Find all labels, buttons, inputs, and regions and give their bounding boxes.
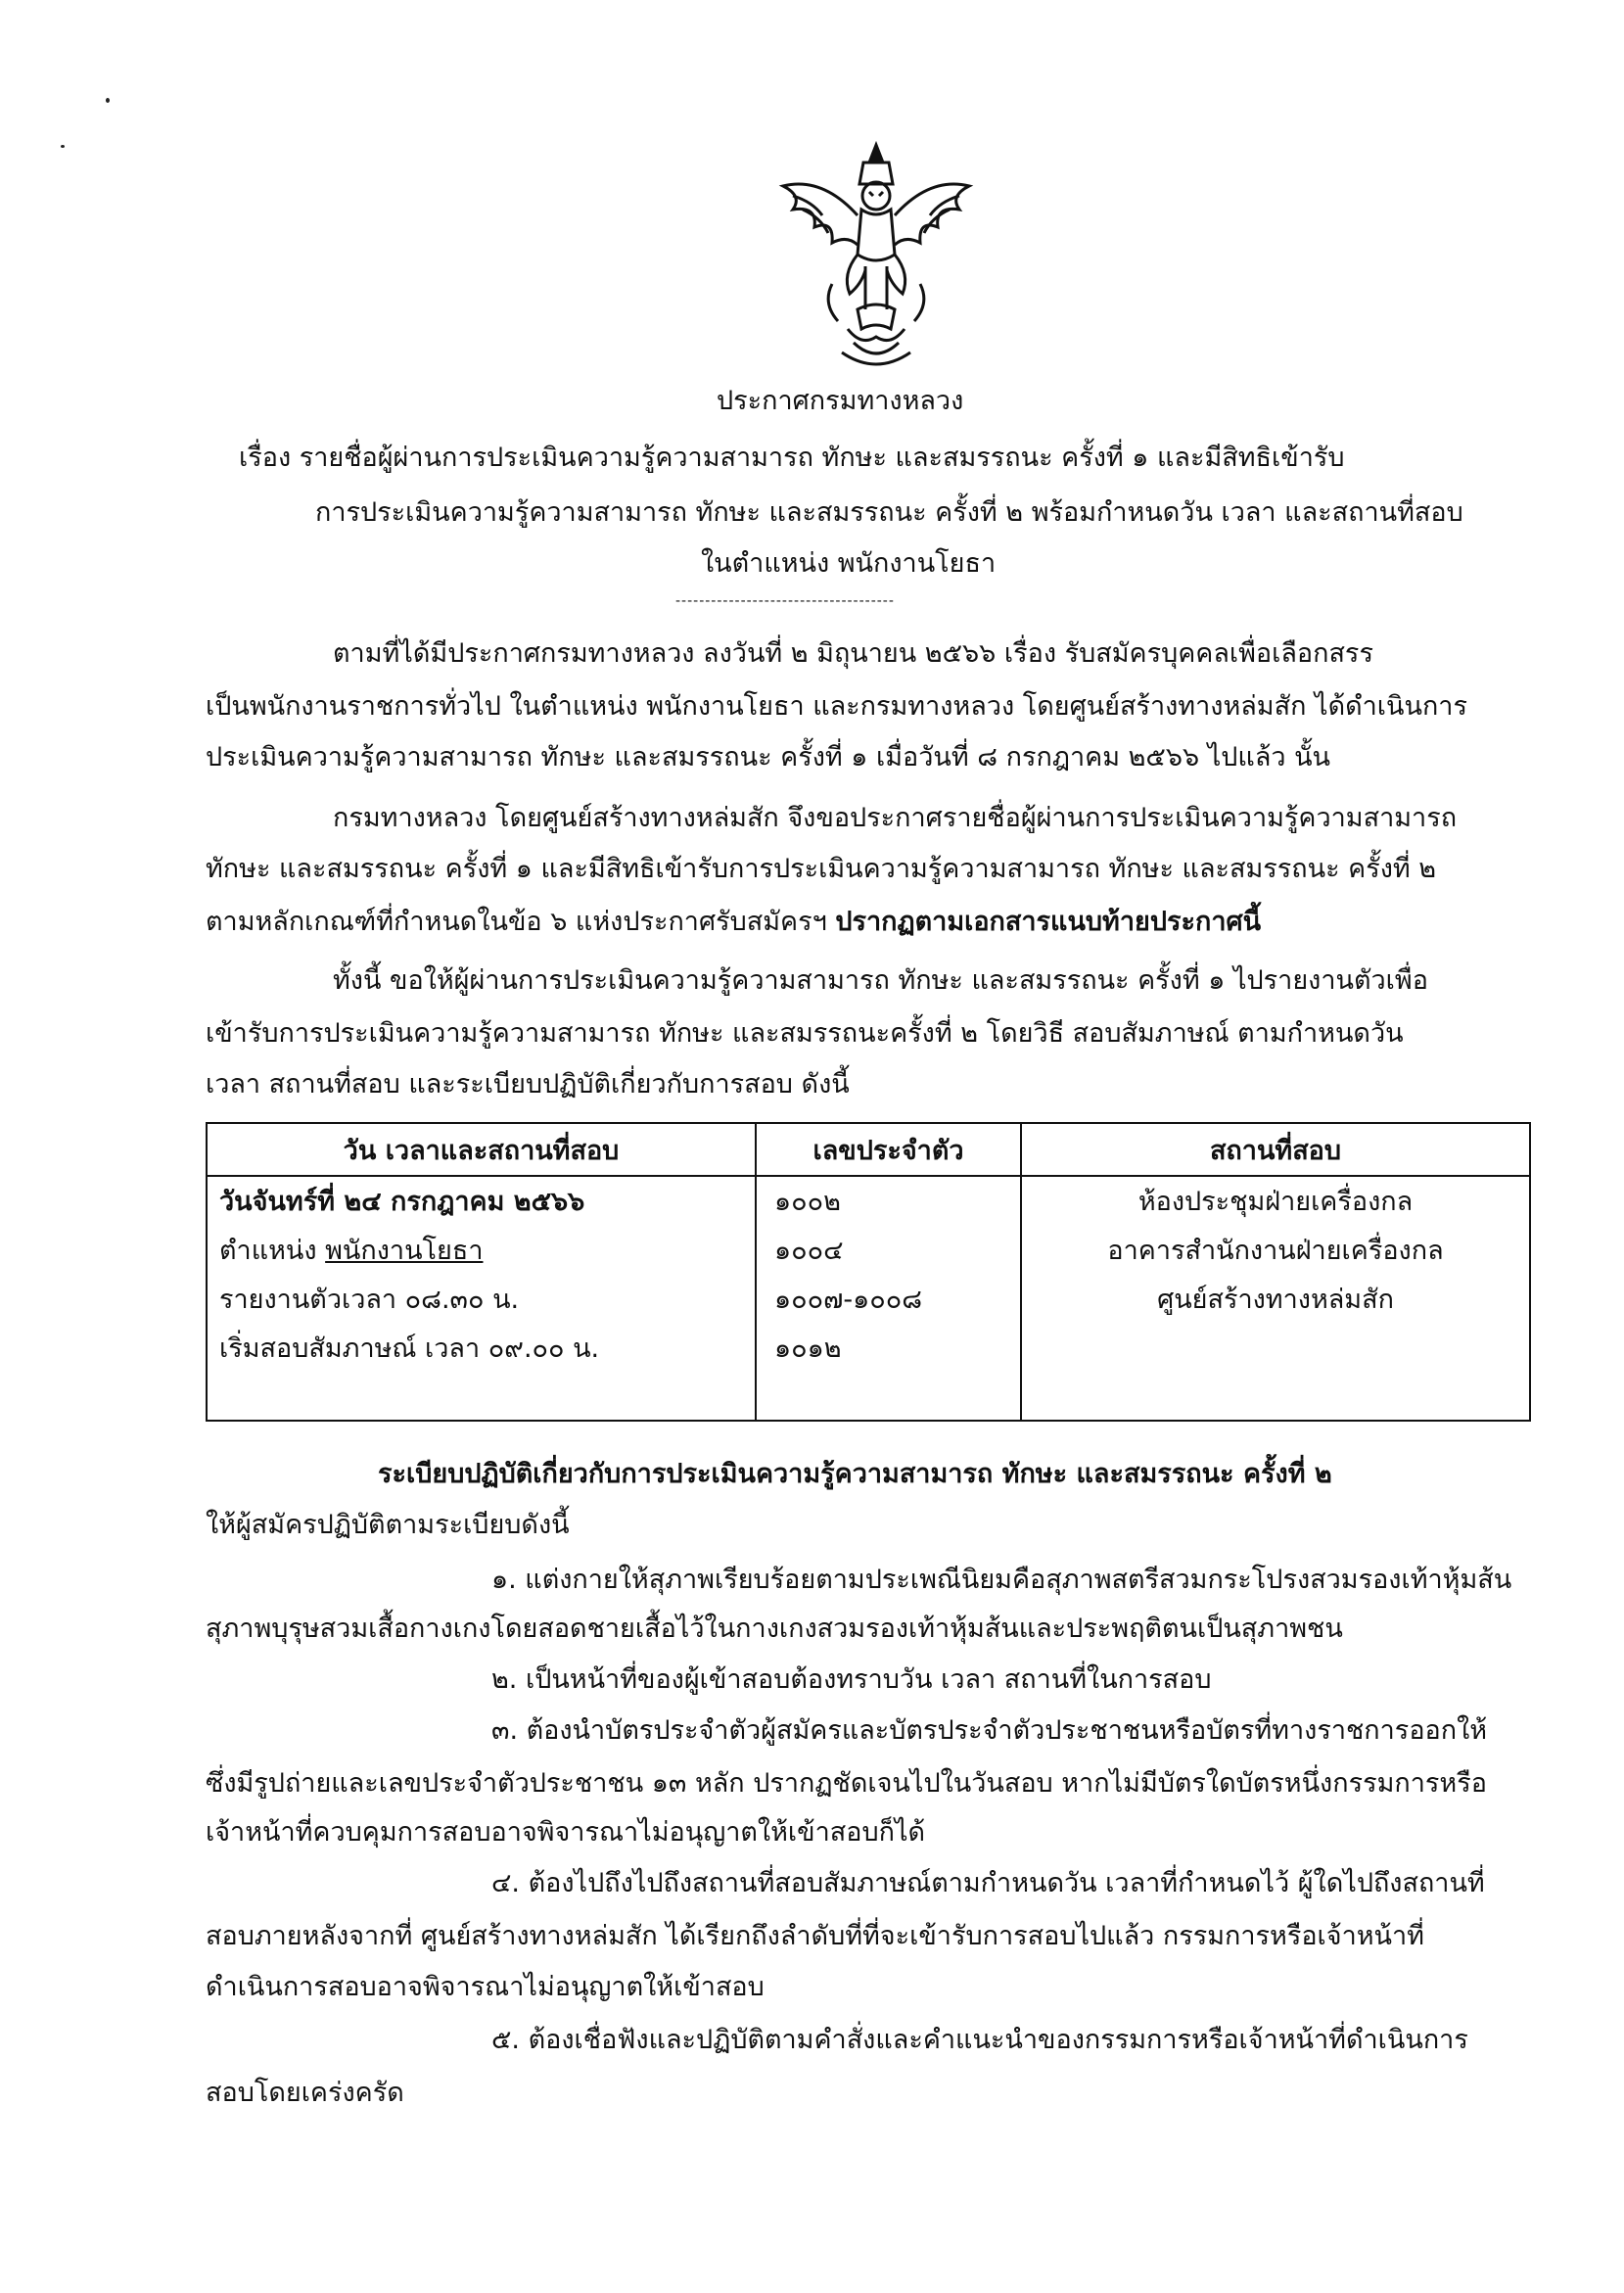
rule-3-line-2: ซึ่งมีรูปถ่ายและเลขประจำตัวประชาชน ๑๓ หลัก ปรากฏชัดเจนไปในวันสอบ หากไม่มีบัตรใดบัตรหนึ่งกรรมการหรือ bbox=[206, 1768, 1487, 1799]
paragraph-2-line-1: กรมทางหลวง โดยศูนย์สร้างทางหล่มสัก จึงขอประกาศรายชื่อผู้ผ่านการประเมินความรู้ความสามารถ bbox=[333, 803, 1458, 833]
paragraph-2-criteria: ตามหลักเกณฑ์ที่กำหนดในข้อ ๖ แห่งประกาศรับสมัครฯ bbox=[206, 907, 836, 937]
rule-5-line-2: สอบโดยเคร่งครัด bbox=[206, 2078, 404, 2108]
table-row bbox=[207, 1176, 1530, 1421]
header-org: ประกาศกรมทางหลวง bbox=[717, 386, 964, 416]
paragraph-1-line-3: ประเมินความรู้ความสามารถ ทักษะ และสมรรถนะ ครั้งที่ ๑ เมื่อวันที่ ๘ กรกฎาคม ๒๕๖๖ ไปแล้ว นั้น bbox=[206, 742, 1331, 772]
paragraph-3-line-2: เข้ารับการประเมินความรู้ความสามารถ ทักษะ และสมรรถนะครั้งที่ ๒ โดยวิธี สอบสัมภาษณ์ ตามกำหนดวัน bbox=[206, 1018, 1404, 1049]
subject-line-1: เรื่อง รายชื่อผู้ผ่านการประเมินความรู้ความสามารถ ทักษะ และสมรรถนะ ครั้งที่ ๑ และมีสิทธิเข้ารับ bbox=[239, 443, 1345, 473]
subject-line-3: ในตำแหน่ง พนักงานโยธา bbox=[701, 548, 997, 579]
paragraph-1-line-1: ตามที่ได้มีประกาศกรมทางหลวง ลงวันที่ ๒ มิถุนายน ๒๕๖๖ เรื่อง รับสมัครบุคคลเพื่อเลือกสรร bbox=[333, 638, 1373, 669]
table-cell-location bbox=[1021, 1176, 1530, 1421]
paragraph-1-line-2: เป็นพนักงานราชการทั่วไป ในตำแหน่ง พนักงานโยธา และกรมทางหลวง โดยศูนย์สร้างทางหล่มสัก ได้ดำเนินการ bbox=[206, 691, 1467, 722]
applicant-id: ๑๐๑๒ bbox=[774, 1334, 842, 1364]
exam-start-time: เริ่มสอบสัมภาษณ์ เวลา ๐๙.๐๐ น. bbox=[219, 1334, 600, 1364]
garuda-emblem-icon bbox=[764, 137, 989, 372]
rule-5-line-1: ๕. ต้องเชื่อฟังและปฏิบัติตามคำสั่งและคำแนะนำของกรรมการหรือเจ้าหน้าที่ดำเนินการ bbox=[491, 2025, 1468, 2055]
table-header-row bbox=[207, 1123, 1530, 1176]
paragraph-3-line-1: ทั้งนี้ ขอให้ผู้ผ่านการประเมินความรู้ความสามารถ ทักษะ และสมรรถนะ ครั้งที่ ๑ ไปรายงานตัวเพื่อ bbox=[333, 965, 1428, 996]
exam-date: วันจันทร์ที่ ๒๔ กรกฎาคม ๒๕๖๖ bbox=[219, 1187, 585, 1217]
paragraph-3-line-3: เวลา สถานที่สอบ และระเบียบปฏิบัติเกี่ยวกับการสอบ ดังนี้ bbox=[206, 1069, 850, 1100]
scan-speck bbox=[106, 98, 110, 103]
exam-schedule-table bbox=[206, 1122, 1531, 1422]
scan-speck bbox=[61, 145, 65, 148]
table-header-datetime: วัน เวลาและสถานที่สอบ bbox=[207, 1123, 756, 1176]
table-header-location: สถานที่สอบ bbox=[1021, 1123, 1530, 1176]
exam-position-prefix: ตำแหน่ง bbox=[219, 1236, 326, 1266]
applicant-id: ๑๐๐๒ bbox=[774, 1187, 841, 1217]
location-line: ศูนย์สร้างทางหล่มสัก bbox=[1157, 1285, 1394, 1315]
subject-line-2: การประเมินความรู้ความสามารถ ทักษะ และสมรรถนะ ครั้งที่ ๒ พร้อมกำหนดวัน เวลา และสถานที่สอบ bbox=[315, 497, 1463, 528]
applicant-id: ๑๐๐๗-๑๐๐๘ bbox=[774, 1285, 923, 1315]
rule-1-line-2: สุภาพบุรุษสวมเสื้อกางเกงโดยสอดชายเสื้อไว้ในกางเกงสวมรองเท้าหุ้มส้นและประพฤติตนเป็นสุภาพชน bbox=[206, 1614, 1343, 1644]
paragraph-2-line-2: ทักษะ และสมรรถนะ ครั้งที่ ๑ และมีสิทธิเข้ารับการประเมินความรู้ความสามารถ ทักษะ และสมรรถนะ ครั้งที่ ๒ bbox=[206, 854, 1437, 884]
rule-1-line-1: ๑. แต่งกายให้สุภาพเรียบร้อยตามประเพณีนิยมคือสุภาพสตรีสวมกระโปรงสวมรองเท้าหุ้มส้น bbox=[491, 1565, 1512, 1595]
rules-intro: ให้ผู้สมัครปฏิบัติตามระเบียบดังนี้ bbox=[206, 1510, 570, 1540]
rule-4-line-3: ดำเนินการสอบอาจพิจารณาไม่อนุญาตให้เข้าสอบ bbox=[206, 1972, 765, 2002]
table-cell-ids bbox=[756, 1176, 1021, 1421]
rules-title: ระเบียบปฏิบัติเกี่ยวกับการประเมินความรู้ความสามารถ ทักษะ และสมรรถนะ ครั้งที่ ๒ bbox=[378, 1459, 1332, 1489]
location-line: ห้องประชุมฝ่ายเครื่องกล bbox=[1137, 1187, 1414, 1217]
exam-position-name: พนักงานโยธา bbox=[325, 1236, 484, 1266]
exam-report-time: รายงานตัวเวลา ๐๘.๓๐ น. bbox=[219, 1285, 520, 1315]
table-cell-datetime bbox=[207, 1176, 756, 1421]
rule-3-line-3: เจ้าหน้าที่ควบคุมการสอบอาจพิจารณาไม่อนุญาตให้เข้าสอบก็ได้ bbox=[206, 1817, 926, 1848]
rule-2-line-1: ๒. เป็นหน้าที่ของผู้เข้าสอบต้องทราบวัน เวลา สถานที่ในการสอบ bbox=[491, 1664, 1212, 1695]
paragraph-2-attachment-note: ปรากฏตามเอกสารแนบท้ายประกาศนี้ bbox=[835, 907, 1262, 937]
header-separator: ------------------------------------- bbox=[675, 593, 895, 609]
location-line: อาคารสำนักงานฝ่ายเครื่องกล bbox=[1107, 1236, 1444, 1266]
exam-position bbox=[219, 1227, 754, 1276]
rule-4-line-2: สอบภายหลังจากที่ ศูนย์สร้างทางหล่มสัก ได้เรียกถึงลำดับที่ที่จะเข้ารับการสอบไปแล้ว กรรมการหรือเจ้าหน้าที่ bbox=[206, 1921, 1424, 1951]
applicant-id: ๑๐๐๔ bbox=[774, 1236, 844, 1266]
table-header-id: เลขประจำตัว bbox=[756, 1123, 1021, 1176]
paragraph-2-line-3 bbox=[206, 907, 1261, 938]
rule-3-line-1: ๓. ต้องนำบัตรประจำตัวผู้สมัครและบัตรประจำตัวประชาชนหรือบัตรที่ทางราชการออกให้ bbox=[491, 1715, 1488, 1746]
rule-4-line-1: ๔. ต้องไปถึงไปถึงสถานที่สอบสัมภาษณ์ตามกำหนดวัน เวลาที่กำหนดไว้ ผู้ใดไปถึงสถานที่ bbox=[491, 1868, 1485, 1898]
